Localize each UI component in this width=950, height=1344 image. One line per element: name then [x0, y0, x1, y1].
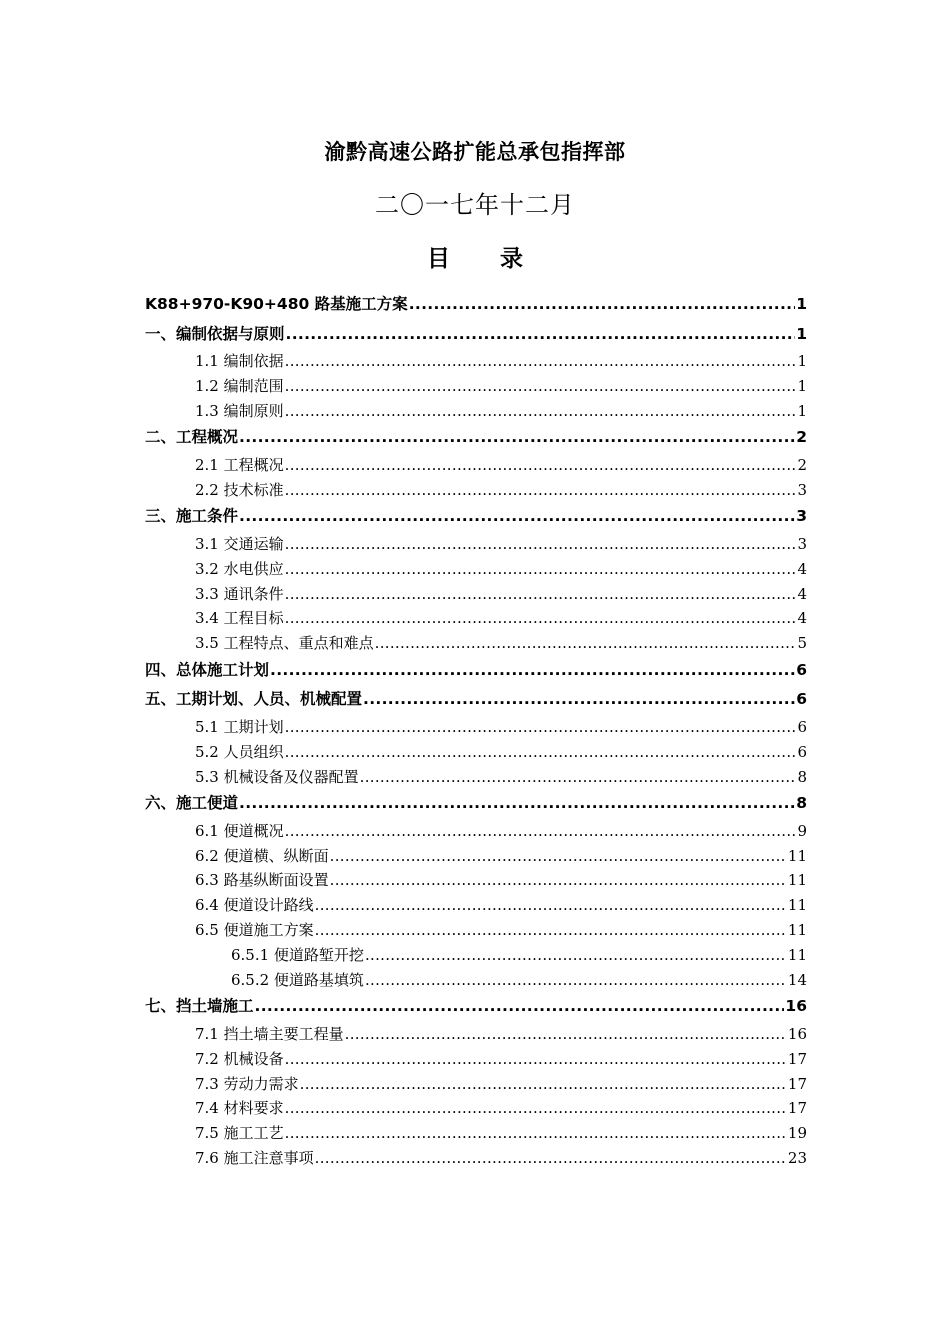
toc-entry-label: 一、编制依据与原则: [145, 324, 285, 343]
toc-entry-label: 2.1 工程概况: [195, 455, 284, 474]
toc-entry[interactable]: [145, 1072, 807, 1097]
toc-entry-page: 3: [796, 507, 807, 526]
toc-entry-page: 3: [797, 480, 807, 499]
toc-entry-label: 6.5.1 便道路堑开挖: [231, 945, 364, 964]
toc-leader-dots: [285, 453, 797, 478]
toc-entry-page: 17: [787, 1074, 807, 1093]
toc-entry[interactable]: [145, 399, 807, 424]
toc-entry-label: 5.3 机械设备及仪器配置: [195, 767, 359, 786]
toc-entry-label: 三、施工条件: [145, 507, 239, 526]
toc-entry[interactable]: [145, 606, 807, 631]
toc-heading-left: 目: [427, 246, 450, 272]
toc-leader-dots: [239, 423, 795, 453]
toc-entry-label: 1.1 编制依据: [195, 352, 284, 370]
toc-entry-page: 1: [797, 352, 807, 370]
toc-leader-dots: [285, 715, 797, 740]
toc-entry[interactable]: [145, 320, 807, 350]
toc-leader-dots: [285, 399, 797, 424]
toc-entry-page: 11: [787, 871, 807, 890]
toc-entry[interactable]: [145, 453, 807, 478]
toc-leader-dots: [285, 819, 797, 844]
toc-entry-label: 五、工期计划、人员、机械配置: [145, 690, 363, 709]
toc-leader-dots: [365, 968, 787, 993]
toc-leader-dots: [255, 992, 785, 1022]
toc-entry-label: 6.5.2 便道路基填筑: [231, 970, 364, 989]
toc-leader-dots: [286, 320, 796, 350]
toc-leader-dots: [285, 1121, 787, 1146]
table-of-contents: [145, 290, 807, 1171]
toc-leader-dots: [285, 1047, 787, 1072]
toc-entry-page: 5: [797, 634, 807, 653]
toc-entry[interactable]: [145, 478, 807, 503]
toc-leader-dots: [285, 557, 797, 582]
toc-entry-label: 6.4 便道设计路线: [195, 896, 314, 915]
toc-leader-dots: [239, 789, 795, 819]
toc-entry-page: 2: [796, 428, 807, 447]
toc-entry-page: 16: [787, 1024, 807, 1043]
toc-leader-dots: [285, 349, 797, 374]
toc-entry-page: 3: [797, 534, 807, 553]
toc-entry-page: 6: [796, 690, 807, 709]
toc-leader-dots: [315, 1146, 787, 1171]
toc-entry-page: 1: [797, 376, 807, 395]
toc-entry-label: 七、挡土墙施工: [145, 997, 254, 1016]
toc-leader-dots: [315, 918, 787, 943]
toc-entry-label: 6.3 路基纵断面设置: [195, 871, 329, 890]
toc-entry-page: 6: [797, 742, 807, 761]
toc-entry-label: 六、施工便道: [145, 794, 239, 813]
toc-entry-label: 7.5 施工工艺: [195, 1124, 284, 1143]
toc-leader-dots: [300, 1072, 787, 1097]
toc-entry[interactable]: [145, 740, 807, 765]
toc-leader-dots: [285, 532, 797, 557]
toc-entry[interactable]: [145, 844, 807, 869]
organization-title: 渝黔高速公路扩能总承包指挥部: [324, 140, 626, 164]
toc-entry-label: 5.1 工期计划: [195, 717, 284, 736]
toc-entry[interactable]: [145, 715, 807, 740]
toc-entry-page: 11: [787, 896, 807, 915]
toc-entry-label: 3.3 通讯条件: [195, 584, 284, 603]
toc-leader-dots: [285, 374, 797, 399]
toc-entry-page: 1: [796, 324, 807, 343]
toc-entry-page: 14: [787, 970, 807, 989]
toc-entry-label: 7.3 劳动力需求: [195, 1074, 299, 1093]
toc-entry-page: 8: [796, 794, 807, 813]
toc-entry[interactable]: [145, 1121, 807, 1146]
toc-leader-dots: [285, 740, 797, 765]
toc-entry-label: 二、工程概况: [145, 428, 239, 447]
toc-leader-dots: [285, 1096, 787, 1121]
toc-entry-page: 4: [797, 609, 807, 628]
toc-entry[interactable]: [145, 868, 807, 893]
toc-entry-page: 8: [797, 767, 807, 786]
toc-entry[interactable]: [145, 423, 807, 453]
document-date: 二〇一七年十二月: [375, 191, 575, 219]
toc-leader-dots: [360, 765, 797, 790]
toc-entry-label: 3.5 工程特点、重点和难点: [195, 634, 374, 653]
toc-entry-label: 5.2 人员组织: [195, 742, 284, 761]
toc-entry-page: 4: [797, 559, 807, 578]
toc-leader-dots: [345, 1022, 787, 1047]
toc-entry-label: 四、总体施工计划: [145, 660, 270, 679]
toc-entry[interactable]: [145, 502, 807, 532]
toc-entry-label: 6.1 便道概况: [195, 821, 284, 840]
toc-entry-label: 6.5 便道施工方案: [195, 921, 314, 940]
toc-entry-label: 3.1 交通运输: [195, 534, 284, 553]
toc-entry[interactable]: [145, 1047, 807, 1072]
toc-entry-page: 17: [787, 1099, 807, 1118]
toc-entry[interactable]: [145, 968, 807, 993]
toc-leader-dots: [239, 502, 795, 532]
toc-entry-page: 11: [787, 921, 807, 940]
toc-leader-dots: [330, 868, 787, 893]
toc-entry-page: 6: [797, 717, 807, 736]
toc-leader-dots: [363, 685, 795, 715]
toc-entry-page: 9: [797, 821, 807, 840]
toc-entry-label: 7.1 挡土墙主要工程量: [195, 1024, 344, 1043]
toc-entry[interactable]: [145, 685, 807, 715]
toc-entry-page: 4: [797, 584, 807, 603]
toc-entry[interactable]: [145, 789, 807, 819]
toc-leader-dots: [315, 893, 787, 918]
toc-leader-dots: [285, 582, 797, 607]
toc-entry-page: 1: [796, 295, 807, 313]
toc-entry[interactable]: [145, 532, 807, 557]
toc-entry-page: 16: [785, 997, 807, 1016]
toc-entry-label: 6.2 便道横、纵断面: [195, 846, 329, 865]
toc-entry[interactable]: [145, 290, 807, 320]
toc-entry-page: 2: [797, 455, 807, 474]
toc-entry[interactable]: [145, 943, 807, 968]
toc-entry-label: 2.2 技术标准: [195, 480, 284, 499]
toc-entry[interactable]: [145, 819, 807, 844]
toc-leader-dots: [409, 290, 796, 320]
toc-leader-dots: [285, 606, 797, 631]
toc-entry-page: 1: [797, 401, 807, 420]
toc-entry[interactable]: [145, 1096, 807, 1121]
toc-entry[interactable]: [145, 582, 807, 607]
toc-entry[interactable]: [145, 631, 807, 656]
toc-entry-label: 7.4 材料要求: [195, 1099, 284, 1118]
toc-entry-label: 7.2 机械设备: [195, 1049, 284, 1068]
toc-entry[interactable]: [145, 557, 807, 582]
toc-heading-right: 录: [500, 246, 523, 272]
toc-entry-page: 11: [787, 846, 807, 865]
toc-entry-label: 3.2 水电供应: [195, 559, 284, 578]
toc-leader-dots: [375, 631, 797, 656]
toc-leader-dots: [270, 656, 795, 686]
toc-entry[interactable]: [145, 374, 807, 399]
toc-entry-label: 1.3 编制原则: [195, 401, 284, 420]
toc-heading: [0, 240, 950, 273]
toc-leader-dots: [330, 844, 787, 869]
toc-entry[interactable]: [145, 1022, 807, 1047]
toc-entry-label: 3.4 工程目标: [195, 609, 284, 628]
toc-leader-dots: [365, 943, 787, 968]
toc-entry-page: 19: [787, 1124, 807, 1143]
toc-entry[interactable]: [145, 349, 807, 374]
toc-entry-page: 23: [787, 1148, 807, 1167]
toc-entry-page: 11: [787, 945, 807, 964]
toc-entry[interactable]: [145, 992, 807, 1022]
toc-leader-dots: [285, 478, 797, 503]
toc-entry-label: 1.2 编制范围: [195, 376, 284, 395]
toc-entry-page: 6: [796, 660, 807, 679]
toc-entry-label: 7.6 施工注意事项: [195, 1148, 314, 1167]
toc-entry[interactable]: [145, 918, 807, 943]
toc-entry[interactable]: [145, 656, 807, 686]
toc-entry-label: K88+970-K90+480 路基施工方案: [145, 295, 408, 313]
toc-entry-page: 17: [787, 1049, 807, 1068]
toc-entry[interactable]: [145, 1146, 807, 1171]
toc-entry[interactable]: [145, 765, 807, 790]
toc-entry[interactable]: [145, 893, 807, 918]
